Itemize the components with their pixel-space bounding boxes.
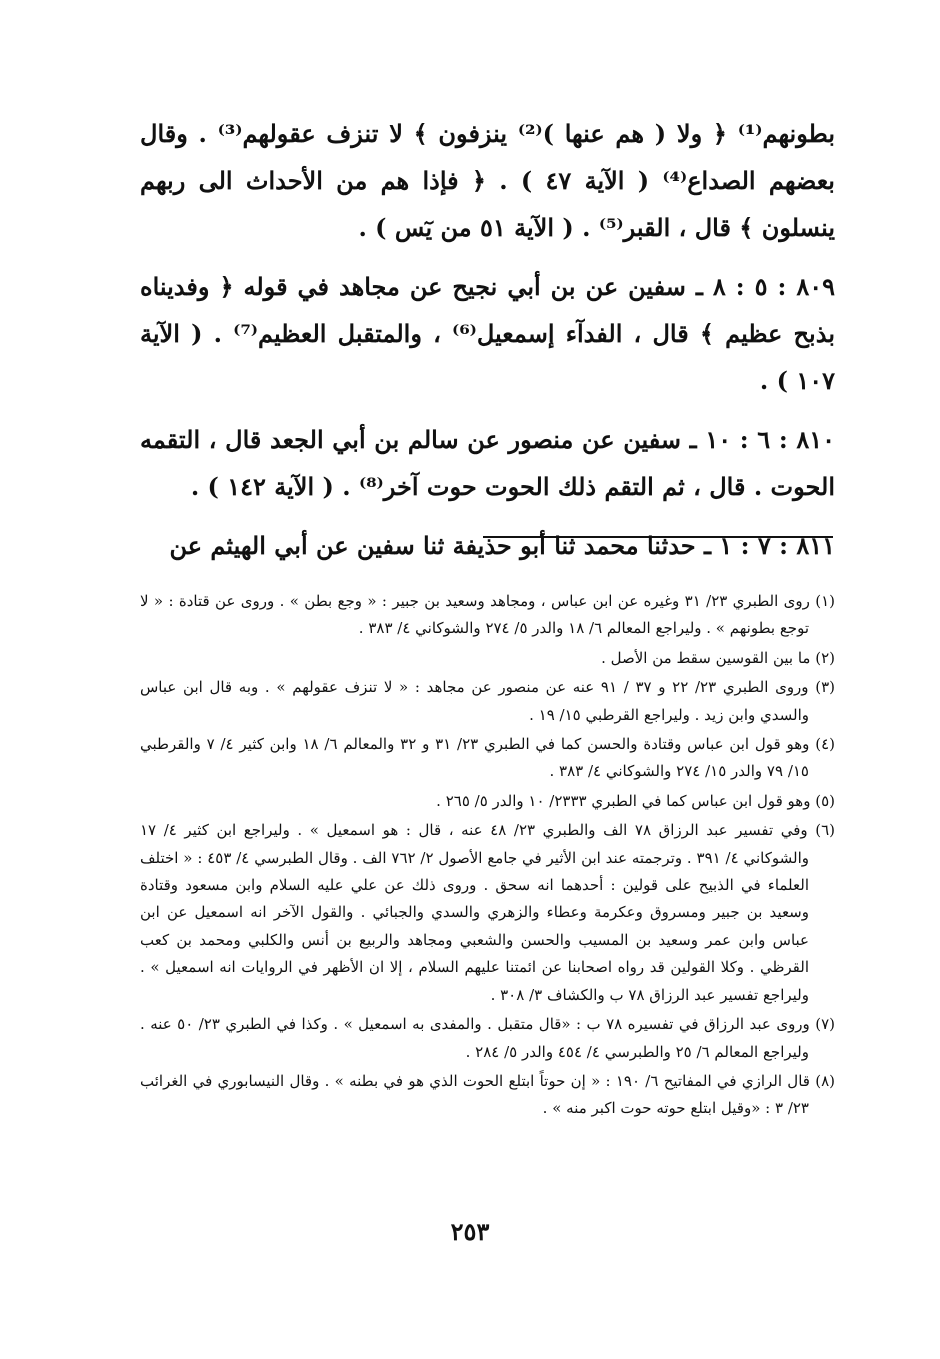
page-number: ٢٥٣ bbox=[450, 1217, 490, 1246]
footnote-2: (٢) ما بين القوسين سقط من الأصل . bbox=[601, 648, 835, 667]
footnotes bbox=[140, 588, 835, 1125]
footnote-8: (٨) قال الرازي في المفاتيح ٦/ ١٩٠ : « إن حوتاً ابتلع الحوت الذي هو في بطنه » . وقال النيسابوري في الغرائب ٢٣/ ٣ : «وقيل ابتلع حوته حوت اكبر منه » . bbox=[140, 1071, 835, 1118]
paragraph-1: بطونهم⁽¹⁾ ﴿ ولا ( هم عنها )⁽²⁾ ينزفون ﴾ لا تنزف عقولهم⁽³⁾ . وقال بعضهم الصداع⁽⁴⁾ ( الآية ٤٧ ) . ﴿ فإذا هم من الأحداث الى ربهم ينسلون ﴾ قال ، القبر⁽⁵⁾ . ( الآية ٥١ من يٓس ) . bbox=[140, 119, 836, 242]
footnote-4: (٤) وهو قول ابن عباس وقتادة والحسن كما في الطبري ٢٣/ ٣١ و ٣٢ والمعالم ٦/ ١٨ وابن كثير ٤/ ٧ والقرطبي ١٥/ ٧٩ والدر ١٥/ ٢٧٤ والشوكاني ٤/ ٣٨٣ . bbox=[140, 735, 835, 781]
footnote-1: (١) روى الطبري ٢٣/ ٣١ وغيره عن ابن عباس ، ومجاهد وسعيد بن جبير : « وجع بطن » . وروى عن قتادة : « لا توجع بطونهم » . وليراجع المعالم ٦/ ١٨ والدر ٥/ ٢٧٤ والشوكاني ٤/ ٣٨٣ . bbox=[140, 592, 835, 638]
paragraph-810: ٨١٠ : ٦ : ١٠ ـ سفين عن منصور عن سالم بن أبي الجعد قال ، التقمه الحوت . قال ، ثم التقم ذلك الحوت حوت آخر⁽⁸⁾ . ( الآية ١٤٢ ) . bbox=[140, 425, 835, 501]
footnote-5: (٥) وهو قول ابن عباس كما في الطبري ٢٣٣٣/ ١٠ والدر ٥/ ٢٦٥ . bbox=[436, 791, 835, 810]
footnote-7: (٧) وروى عبد الرزاق في تفسيره ٧٨ ب : «قال متقبل . والمفدى به اسمعيل » . وكذا في الطبري ٢٣/ ٥٠ عنه . وليراجع المعالم ٦/ ٢٥ والطبرسي ٤/ ٤٥٤ والدر ٥/ ٢٨٤ . bbox=[140, 1015, 836, 1061]
paragraph-809: ٨٠٩ : ٥ : ٨ ـ سفين عن بن أبي نجيح عن مجاهد في قوله ﴿ وفديناه بذبح عظيم ﴾ قال ، الفدآء إسمعيل⁽⁶⁾ ، والمتقبل العظيم⁽⁷⁾ . ( الآية ١٠٧ ) . bbox=[140, 272, 836, 395]
footnote-6: (٦) وفي تفسير عبد الرزاق ٧٨ الف والطبري ٢٣/ ٤٨ عنه ، قال : هو اسمعيل » . وليراجع ابن كثير ٤/ ١٧ والشوكاني ٤/ ٣٩١ . وترجمته عند ابن الأثير في جامع الأصول ٢/ ٧٦٢ الف . وقال الطبرسي ٤/ ٤٥٣ : « اختلف العلماء في الذبيح على قولين : أحدهما انه سحق . وروى ذلك عن علي عليه السلام وابن مسعود وقتادة وسعيد بن جبير ومسروق وعكرمة وعطاء والزهري والسدي والجبائي . والقول الآخر انه اسمعيل عن ابن عباس وابن عمر وسعيد بن المسيب والحسن والشعبي ومجاهد والربيع بن أنس والكلبي ومحمد بن كعب القرظي . وكلا القولين قد رواه اصحابنا عن ائمتنا عليهم السلام ، إلا ان الأظهر في الروايات انه اسمعيل » . وليراجع تفسير عبد الرزاق ٧٨ ب والكشاف ٣/ ٣٠٨ . bbox=[140, 821, 835, 1004]
paragraph-811: ٨١١ : ٧ : ١ ـ حدثنا محمد ثنا أبو حذيفة ثنا سفين عن أبي الهيثم عن bbox=[169, 531, 835, 560]
footnote-divider bbox=[483, 536, 833, 538]
main-text bbox=[140, 110, 835, 581]
footnote-3: (٣) وروى الطبري ٢٣/ ٢٢ و ٣٧ / ٩١ عنه عن منصور عن مجاهد : « لا تنزف عقولهم » . وبه قال ابن عباس والسدي وابن زيد . وليراجع القرطبي ١٥/ ١٩ . bbox=[140, 678, 835, 724]
